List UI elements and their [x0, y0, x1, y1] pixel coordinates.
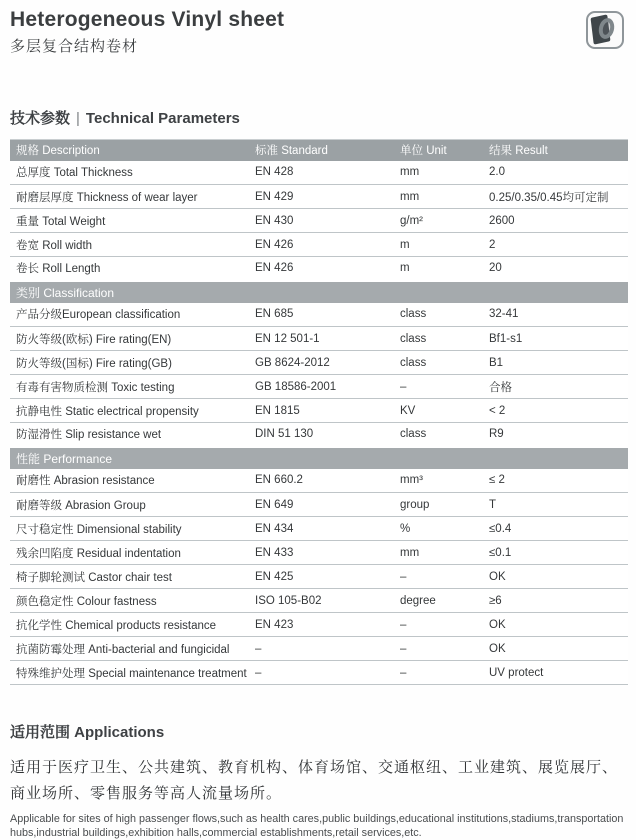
cell-description: 抗静电性 Static electrical propensity	[10, 399, 255, 423]
cell-unit: class	[400, 327, 489, 351]
cell-result: OK	[489, 613, 628, 637]
table-row	[10, 541, 628, 565]
table-row	[10, 589, 628, 613]
cell-standard: EN 685	[255, 303, 400, 327]
cell-standard: EN 12 501-1	[255, 327, 400, 351]
cell-unit: –	[400, 565, 489, 589]
cell-unit: –	[400, 613, 489, 637]
cell-standard: GB 18586-2001	[255, 375, 400, 399]
cell-standard: EN 429	[255, 185, 400, 209]
table-row	[10, 493, 628, 517]
cell-result: Bf1-s1	[489, 327, 628, 351]
section-band-row	[10, 447, 628, 469]
table-row	[10, 637, 628, 661]
table-row	[10, 233, 628, 257]
cell-result: OK	[489, 637, 628, 661]
table-row	[10, 613, 628, 637]
cell-standard: EN 426	[255, 233, 400, 257]
cell-result: ≤0.1	[489, 541, 628, 565]
cell-unit: group	[400, 493, 489, 517]
applications-text-en: Applicable for sites of high passenger flows,such as health cares,public buildings,educational institutions,stadiums,transportation hubs,industrial buildings,exhibition halls,commercial establishments,retail services,etc.	[10, 813, 624, 839]
section-band-label: 性能 Performance	[10, 447, 628, 469]
cell-description: 防湿滑性 Slip resistance wet	[10, 423, 255, 447]
section-heading-technical-parameters	[10, 107, 628, 128]
column-header-result: 结果 Result	[489, 140, 628, 161]
cell-result: OK	[489, 565, 628, 589]
cell-standard: EN 660.2	[255, 469, 400, 493]
cell-unit: m	[400, 233, 489, 257]
table-row	[10, 185, 628, 209]
cell-standard: EN 430	[255, 209, 400, 233]
cell-result: 合格	[489, 375, 628, 399]
cell-unit: mm	[400, 541, 489, 565]
cell-description: 尺寸稳定性 Dimensional stability	[10, 517, 255, 541]
cell-standard: EN 423	[255, 613, 400, 637]
brand-roll-logo-icon	[586, 11, 624, 49]
cell-result: 2600	[489, 209, 628, 233]
cell-description: 抗化学性 Chemical products resistance	[10, 613, 255, 637]
applications-text-zh: 适用于医疗卫生、公共建筑、教育机构、体育场馆、交通枢纽、工业建筑、展览展厅、商业场所、零售服务等高人流量场所。	[10, 759, 619, 802]
table-header-row	[10, 140, 628, 161]
column-header-standard: 标准 Standard	[255, 140, 400, 161]
cell-unit: –	[400, 375, 489, 399]
table-row	[10, 565, 628, 589]
cell-description: 重量 Total Weight	[10, 209, 255, 233]
cell-result: 32-41	[489, 303, 628, 327]
table-row	[10, 327, 628, 351]
cell-standard: GB 8624-2012	[255, 351, 400, 375]
cell-unit: class	[400, 351, 489, 375]
cell-result: T	[489, 493, 628, 517]
table-row	[10, 257, 628, 281]
heading-separator: |	[76, 110, 80, 127]
cell-standard: EN 428	[255, 161, 400, 185]
table-row	[10, 351, 628, 375]
cell-result: UV protect	[489, 661, 628, 685]
cell-description: 椅子脚轮测试 Castor chair test	[10, 565, 255, 589]
cell-result: ≤ 2	[489, 469, 628, 493]
cell-unit: mm	[400, 161, 489, 185]
cell-unit: –	[400, 637, 489, 661]
cell-description: 抗菌防霉处理 Anti-bacterial and fungicidal	[10, 637, 255, 661]
table-row	[10, 517, 628, 541]
cell-unit: KV	[400, 399, 489, 423]
cell-description: 残余凹陷度 Residual indentation	[10, 541, 255, 565]
page-subtitle: 多层复合结构卷材	[10, 38, 139, 55]
cell-result: ≥6	[489, 589, 628, 613]
cell-result: B1	[489, 351, 628, 375]
cell-description: 产品分级European classification	[10, 303, 255, 327]
cell-description: 有毒有害物质检测 Toxic testing	[10, 375, 255, 399]
cell-unit: mm³	[400, 469, 489, 493]
section-heading-applications: 适用范围 Applications	[10, 724, 165, 741]
cell-standard: EN 433	[255, 541, 400, 565]
cell-description: 耐磨层厚度 Thickness of wear layer	[10, 185, 255, 209]
heading-en: Technical Parameters	[85, 110, 240, 127]
cell-result: 0.25/0.35/0.45均可定制	[489, 185, 628, 209]
column-header-description: 规格 Description	[10, 140, 255, 161]
cell-standard: EN 1815	[255, 399, 400, 423]
cell-result: < 2	[489, 399, 628, 423]
title-block	[10, 8, 284, 56]
cell-result: 20	[489, 257, 628, 281]
cell-description: 卷长 Roll Length	[10, 257, 255, 281]
cell-result: 2	[489, 233, 628, 257]
cell-description: 特殊维护处理 Special maintenance treatment	[10, 661, 255, 685]
heading-zh: 技术参数	[10, 110, 71, 127]
cell-unit: %	[400, 517, 489, 541]
cell-unit: mm	[400, 185, 489, 209]
cell-description: 颜色稳定性 Colour fastness	[10, 589, 255, 613]
page-title: Heterogeneous Vinyl sheet	[10, 8, 285, 31]
cell-result: ≤0.4	[489, 517, 628, 541]
cell-standard: –	[255, 661, 400, 685]
cell-standard: EN 425	[255, 565, 400, 589]
document-header	[10, 8, 628, 56]
cell-description: 耐磨性 Abrasion resistance	[10, 469, 255, 493]
cell-standard: –	[255, 637, 400, 661]
cell-description: 耐磨等级 Abrasion Group	[10, 493, 255, 517]
section-band-row	[10, 281, 628, 303]
cell-unit: degree	[400, 589, 489, 613]
cell-description: 防火等级(欧标) Fire rating(EN)	[10, 327, 255, 351]
cell-unit: class	[400, 303, 489, 327]
table-row	[10, 423, 628, 447]
cell-unit: –	[400, 661, 489, 685]
cell-standard: EN 426	[255, 257, 400, 281]
cell-description: 卷宽 Roll width	[10, 233, 255, 257]
cell-description: 防火等级(国标) Fire rating(GB)	[10, 351, 255, 375]
cell-standard: ISO 105-B02	[255, 589, 400, 613]
table-row	[10, 303, 628, 327]
cell-result: 2.0	[489, 161, 628, 185]
cell-unit: class	[400, 423, 489, 447]
cell-standard: EN 649	[255, 493, 400, 517]
table-row	[10, 469, 628, 493]
cell-result: R9	[489, 423, 628, 447]
table-row	[10, 399, 628, 423]
section-band-label: 类别 Classification	[10, 281, 628, 303]
cell-standard: EN 434	[255, 517, 400, 541]
cell-unit: g/m²	[400, 209, 489, 233]
cell-description: 总厚度 Total Thickness	[10, 161, 255, 185]
cell-unit: m	[400, 257, 489, 281]
cell-standard: DIN 51 130	[255, 423, 400, 447]
table-row	[10, 209, 628, 233]
table-row	[10, 375, 628, 399]
table-row	[10, 161, 628, 185]
technical-parameters-table	[10, 139, 628, 685]
table-row	[10, 661, 628, 685]
column-header-unit: 单位 Unit	[400, 140, 489, 161]
